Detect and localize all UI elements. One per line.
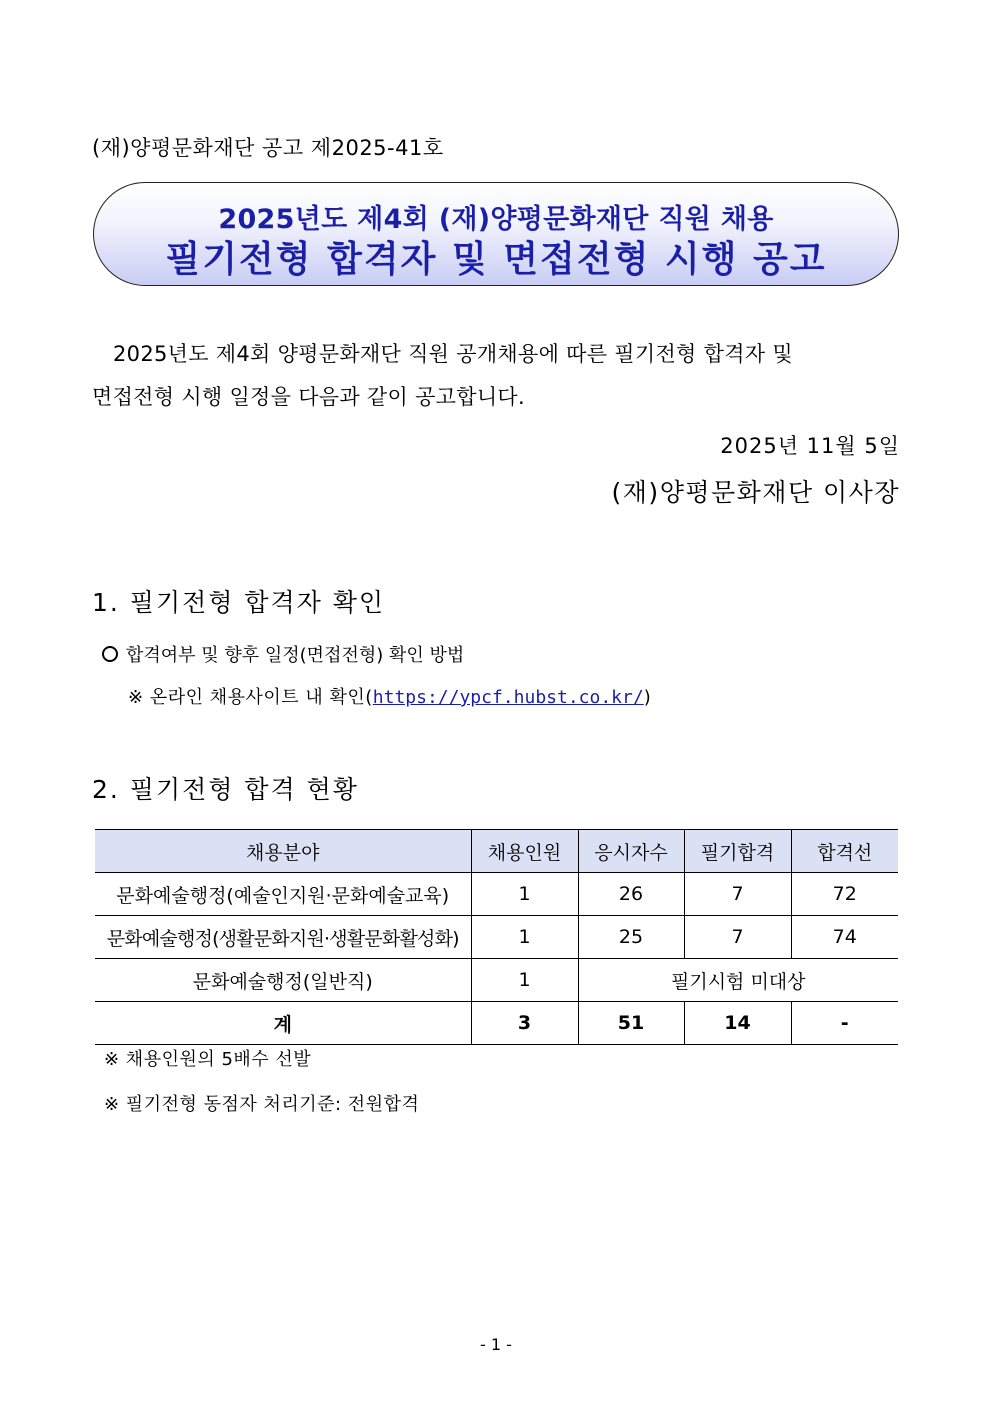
table-header-row xyxy=(95,830,898,873)
recruitment-site-link[interactable]: https://ypcf.hubst.co.kr/ xyxy=(372,687,644,708)
announcement-date: 2025년 11월 5일 xyxy=(720,434,900,458)
notice-number: (재)양평문화재단 공고 제2025-41호 xyxy=(92,136,444,160)
cell-applicants: 26 xyxy=(578,873,684,916)
results-table xyxy=(95,829,898,1045)
table-total-row xyxy=(95,1002,898,1045)
cell-field: 문화예술행정(일반직) xyxy=(95,959,471,1002)
header-cutoff: 합격선 xyxy=(791,830,898,873)
cell-exempt-note: 필기시험 미대상 xyxy=(578,959,898,1002)
title-line-1: 2025년도 제4회 (재)양평문화재단 직원 채용 xyxy=(218,204,774,235)
note-suffix: ) xyxy=(643,687,652,708)
title-banner xyxy=(93,182,899,286)
footnote-2: ※ 필기전형 동점자 처리기준: 전원합격 xyxy=(104,1094,420,1115)
cell-total-positions: 3 xyxy=(471,1002,578,1045)
cell-applicants: 25 xyxy=(578,916,684,959)
online-check-note xyxy=(128,683,651,709)
cell-cutoff: 74 xyxy=(791,916,898,959)
table-row xyxy=(95,959,898,1002)
bullet-text: 합격여부 및 향후 일정(면접전형) 확인 방법 xyxy=(126,645,465,666)
intro-line-1: 2025년도 제4회 양평문화재단 직원 공개채용에 따른 필기전형 합격자 및 xyxy=(113,342,793,366)
page-number: - 1 - xyxy=(480,1335,512,1354)
cell-positions: 1 xyxy=(471,873,578,916)
header-applicants: 응시자수 xyxy=(578,830,684,873)
header-positions: 채용인원 xyxy=(471,830,578,873)
header-field: 채용분야 xyxy=(95,830,471,873)
header-passed: 필기합격 xyxy=(684,830,791,873)
note-prefix: ※ 온라인 채용사이트 내 확인( xyxy=(128,687,373,708)
section-2-heading: 2. 필기전형 합격 현황 xyxy=(92,775,359,804)
cell-passed: 7 xyxy=(684,916,791,959)
section-1-heading: 1. 필기전형 합격자 확인 xyxy=(92,588,386,617)
title-line-2: 필기전형 합격자 및 면접전형 시행 공고 xyxy=(165,239,827,280)
cell-passed: 7 xyxy=(684,873,791,916)
cell-cutoff: 72 xyxy=(791,873,898,916)
cell-field: 문화예술행정(예술인지원·문화예술교육) xyxy=(95,873,471,916)
cell-positions: 1 xyxy=(471,959,578,1002)
cell-positions: 1 xyxy=(471,916,578,959)
intro-line-2: 면접전형 시행 일정을 다음과 같이 공고합니다. xyxy=(92,385,525,409)
circle-bullet-icon xyxy=(102,646,118,662)
cell-field: 문화예술행정(생활문화지원·생활문화활성화) xyxy=(95,916,471,959)
footnote-1: ※ 채용인원의 5배수 선발 xyxy=(104,1049,312,1070)
bullet-item xyxy=(102,641,464,667)
cell-total-passed: 14 xyxy=(684,1002,791,1045)
cell-total-applicants: 51 xyxy=(578,1002,684,1045)
cell-total-label: 계 xyxy=(95,1002,471,1045)
cell-total-cutoff: - xyxy=(791,1002,898,1045)
table-row xyxy=(95,916,898,959)
signer: (재)양평문화재단 이사장 xyxy=(611,478,900,507)
table-row xyxy=(95,873,898,916)
